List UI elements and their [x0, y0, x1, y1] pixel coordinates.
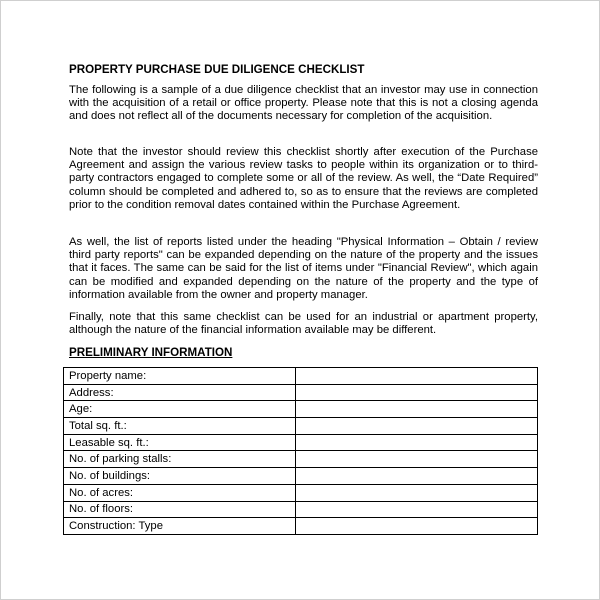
- table-row: [64, 468, 538, 485]
- field-label: Age:: [64, 401, 296, 418]
- field-value-floors[interactable]: [295, 501, 537, 518]
- field-label: Construction: Type: [64, 518, 296, 535]
- field-value-acres[interactable]: [295, 484, 537, 501]
- table-row: [64, 434, 538, 451]
- field-label: Property name:: [64, 368, 296, 385]
- table-row: [64, 368, 538, 385]
- preliminary-information-table: [63, 367, 538, 535]
- field-value-construction-type[interactable]: [295, 518, 537, 535]
- review-note-paragraph: Note that the investor should review this checklist shortly after execution of the Purchase Agreement and assign the various review tasks to people within its organization or to third-party contractors engaged to complete some or all of the review. As well, the “Date Required” column should be completed and adhered to, so as to ensure that the reviews are completed prior to the condition removal dates contained within the Purchase Agreement.: [69, 146, 538, 211]
- table-row: [64, 384, 538, 401]
- field-value-buildings[interactable]: [295, 468, 537, 485]
- table-row: [64, 484, 538, 501]
- field-value-parking-stalls[interactable]: [295, 451, 537, 468]
- field-value-total-sq-ft[interactable]: [295, 418, 537, 435]
- field-label: Total sq. ft.:: [64, 418, 296, 435]
- table-row: [64, 418, 538, 435]
- field-label: Leasable sq. ft.:: [64, 434, 296, 451]
- field-label: No. of acres:: [64, 484, 296, 501]
- table-row: [64, 501, 538, 518]
- final-note-paragraph: Finally, note that this same checklist can be used for an industrial or apartment property, although the nature of the financial information available may be different.: [69, 311, 538, 337]
- section-heading-preliminary: PRELIMINARY INFORMATION: [69, 346, 233, 359]
- field-label: No. of buildings:: [64, 468, 296, 485]
- field-value-address[interactable]: [295, 384, 537, 401]
- field-value-age[interactable]: [295, 401, 537, 418]
- field-label: No. of floors:: [64, 501, 296, 518]
- field-label: No. of parking stalls:: [64, 451, 296, 468]
- reports-paragraph: As well, the list of reports listed under the heading "Physical Information – Obtain / review third party reports" can be expanded depending on the nature of the property and the issues that it faces. The same can be said for the list of items under "Financial Review", which again can be modified and expanded depending on the nature of the property and the type of information available from the owner and property manager.: [69, 236, 538, 301]
- field-label: Address:: [64, 384, 296, 401]
- field-value-property-name[interactable]: [295, 368, 537, 385]
- table-row: [64, 451, 538, 468]
- table-row: [64, 518, 538, 535]
- intro-paragraph: The following is a sample of a due diligence checklist that an investor may use in connection with the acquisition of a retail or office property. Please note that this is not a closing agenda and does not reflect all of the documents necessary for completion of the acquisition.: [69, 84, 538, 123]
- table-row: [64, 401, 538, 418]
- document-title: PROPERTY PURCHASE DUE DILIGENCE CHECKLIST: [69, 63, 365, 76]
- field-value-leasable-sq-ft[interactable]: [295, 434, 537, 451]
